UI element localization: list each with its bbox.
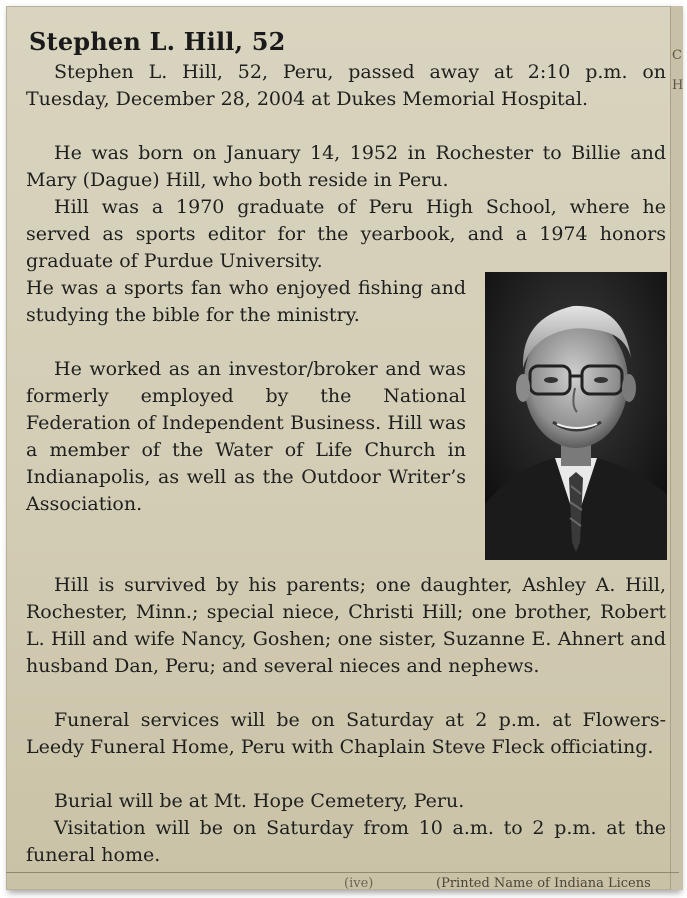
obituary-headline: Stephen L. Hill, 52 [29,27,286,56]
newspaper-clipping-photo [6,6,684,891]
adjacent-column-glyph: H [672,78,684,93]
paragraph-death-notice: Stephen L. Hill, 52, Peru, passed away at 2:10 p.m. on Tuesday, December 28, 2004 at Dukes Memorial Hospital. [26,61,666,110]
form-field-caption-fragment: (ive) [344,876,374,891]
paragraph-birth: He was born on January 14, 1952 in Rochester to Billie and Mary (Dague) Hill, who both reside in Peru. [26,142,666,191]
adjacent-column-edge [670,6,683,890]
paragraph-burial: Burial will be at Mt. Hope Cemetery, Peru. [54,790,465,812]
portrait-photo [485,272,667,560]
paragraph-career: He worked as an investor/broker and was formerly employed by the National Federation of Independent Business. Hill was a member of the Water of Life Church in Indianapolis, as well as the Outdoor Writer’s Association. [26,358,466,515]
paragraph-visitation: Visitation will be on Saturday from 10 a.m. to 2 p.m. at the funeral home. [26,817,666,866]
form-rule-line [6,872,679,873]
portrait-image [485,272,667,560]
paragraph-survivors: Hill is survived by his parents; one daughter, Ashley A. Hill, Rochester, Minn.; special niece, Christi Hill; one brother, Robert L. Hill and wife Nancy, Goshen; one sister, Suzanne E. Ahnert and husband Dan, Peru; and several nieces and nephews. [26,574,666,677]
form-field-caption: (Printed Name of Indiana Licens [436,876,651,891]
paragraph-funeral: Funeral services will be on Saturday at 2 p.m. at Flowers-Leedy Funeral Home, Peru with Chaplain Steve Fleck officiating. [26,709,666,758]
paragraph-interests: He was a sports fan who enjoyed fishing and studying the bible for the ministry. [26,277,466,326]
paragraph-education: Hill was a 1970 graduate of Peru High School, where he served as sports editor for the yearbook, and a 1974 honors graduate of Purdue University. [26,196,666,272]
obituary-article [16,16,666,878]
adjacent-column-glyph: C [672,48,682,63]
